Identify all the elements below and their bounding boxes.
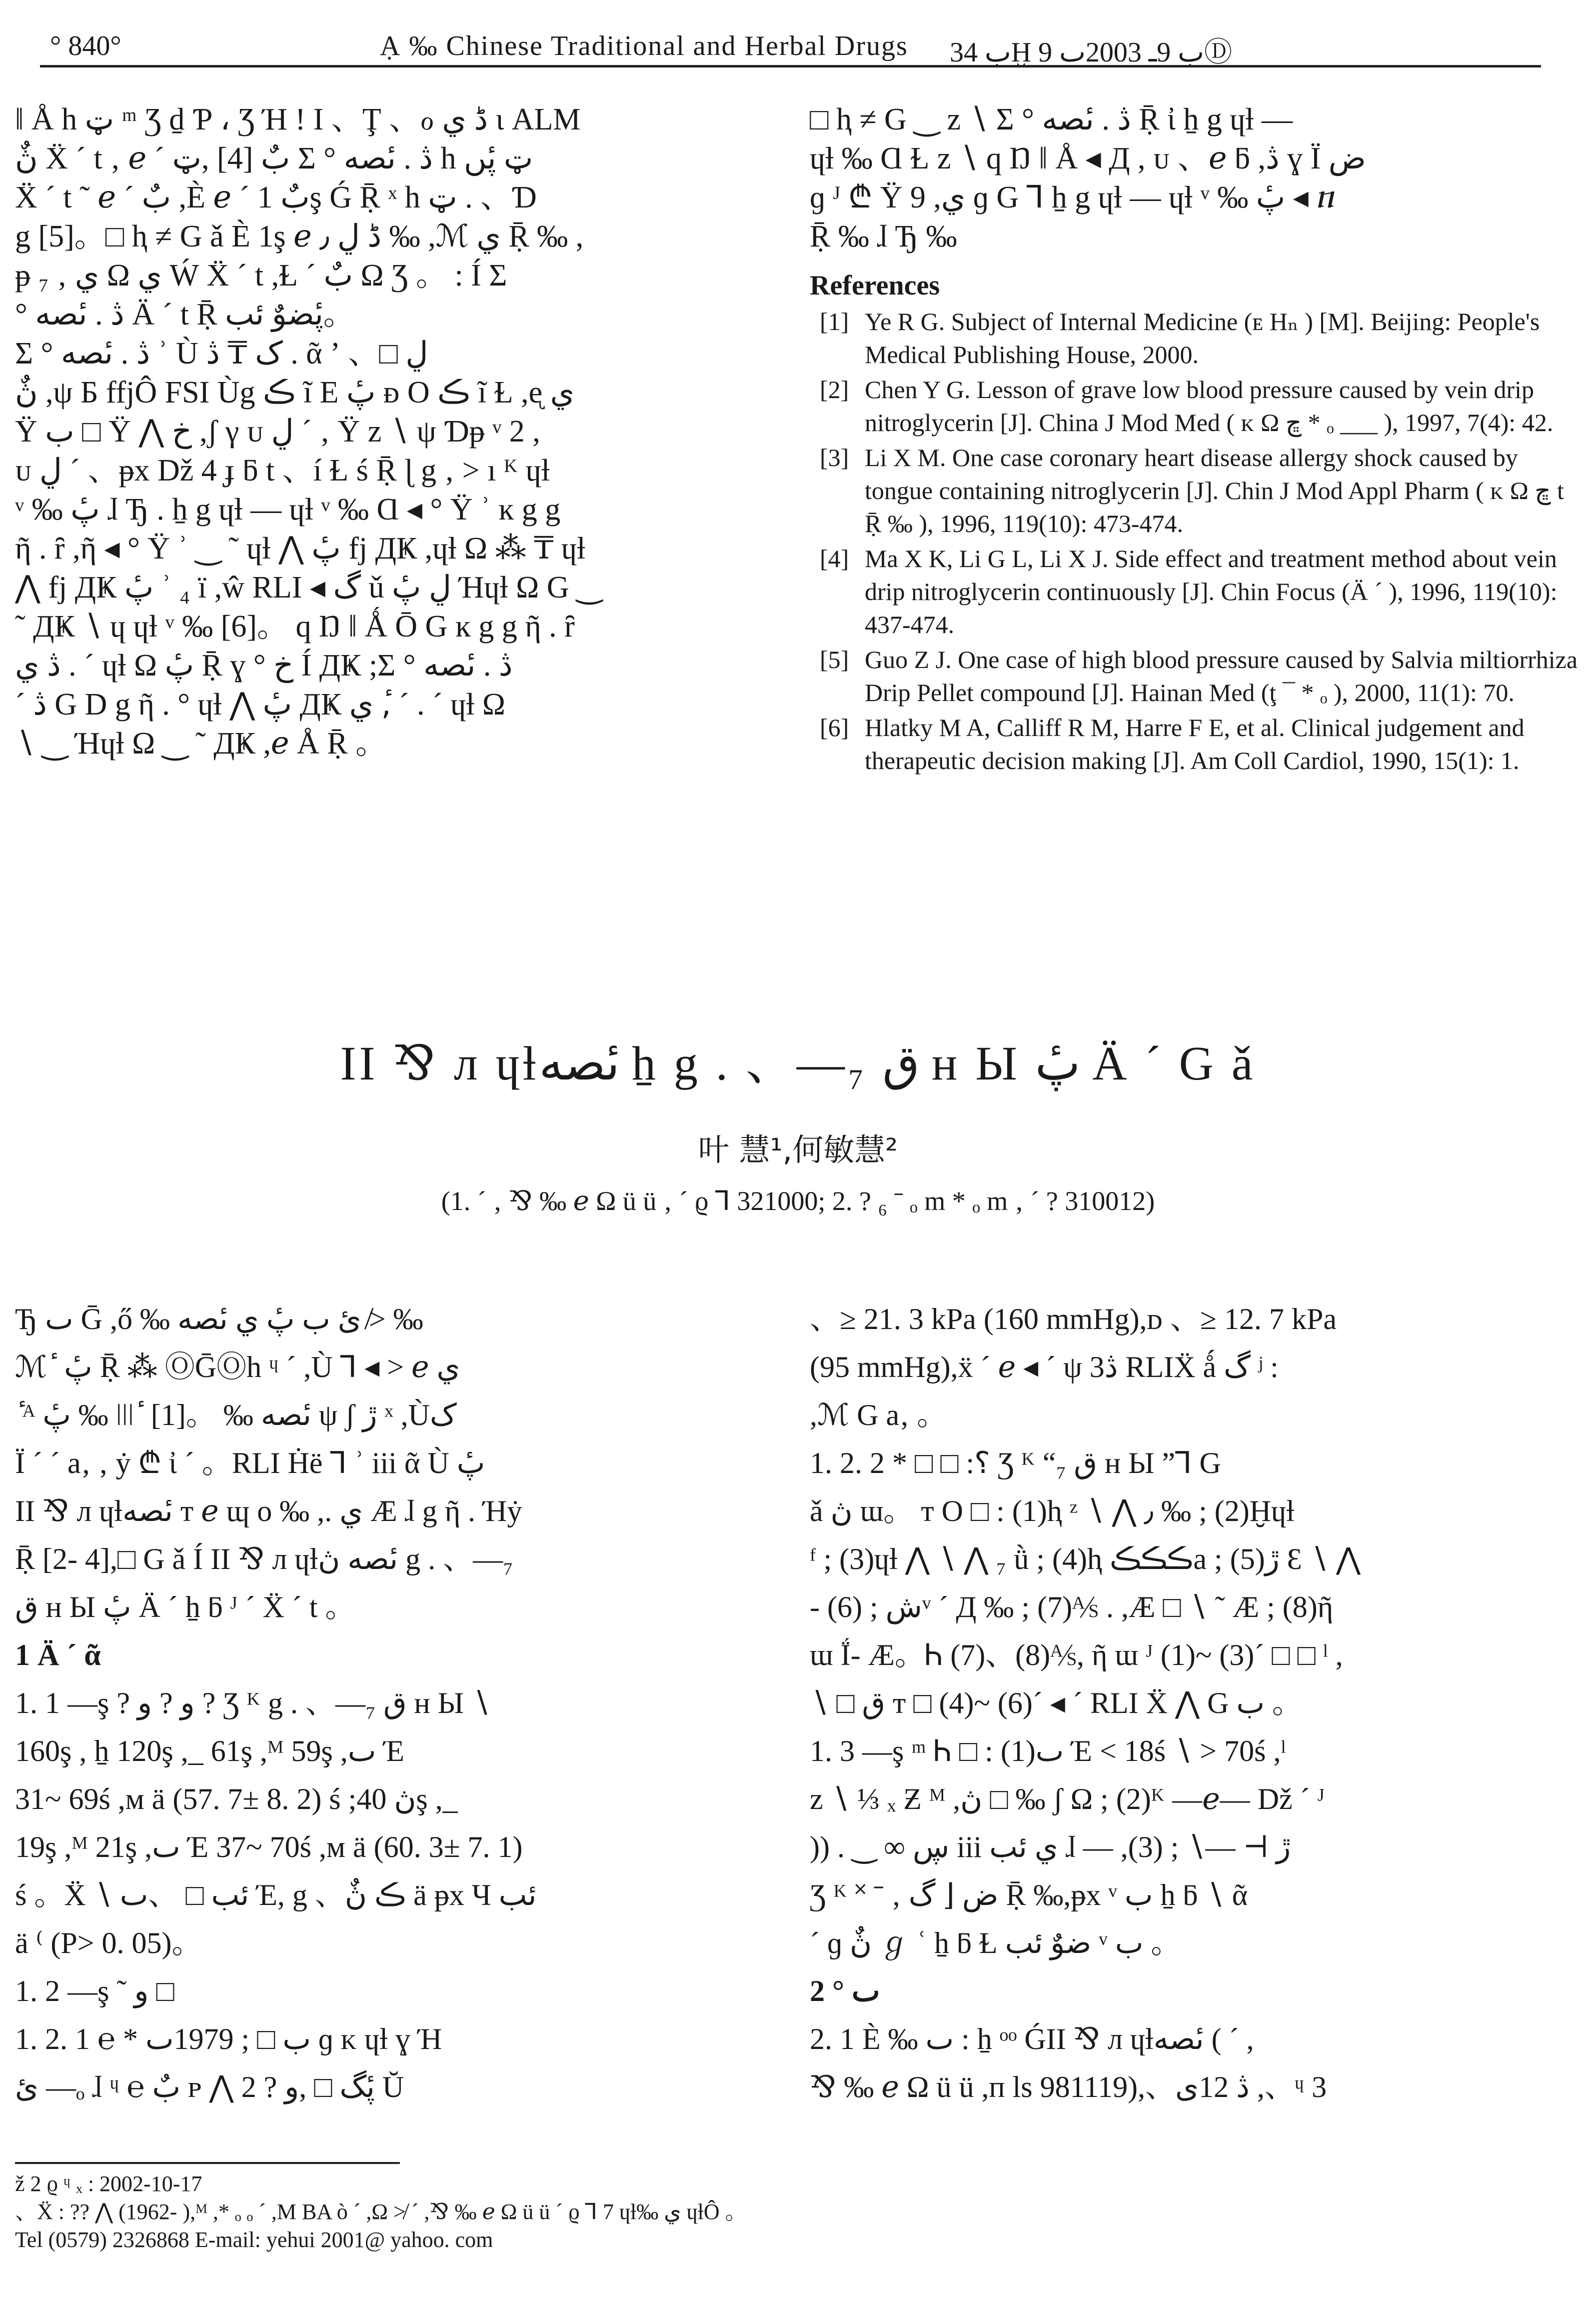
body-text-line: (95 mmHg),ẍ ´ ℯ ◂ ´ ψ 3ڎ RLIẌ ǻ گ ʲ :	[810, 1350, 1279, 1384]
body-text-line: ᴢ ∖ ⅓ ₓ Ƶ ᴹ ,ڽ □ ‰ ʃ Ω ; (2)ᴷ —ℯ— Dž ´ ᴶ	[810, 1782, 1325, 1816]
bottom-left-column	[15, 1295, 780, 2111]
body-text-line: ˜ ДҜ ∖ ɥ ɥƚ ᵛ ‰ [6]。 q Ŋ ‖ Ǻ Ō G ĸ g g ῆ . ȓ	[15, 610, 575, 644]
body-text-line: ٔ ᴬ پٔ ‰ ǀǀǀ ٔ [1]。 ‰ ىٔصە ψ ʃ ڙ ˣ ,Ùک	[15, 1398, 457, 1432]
journal-name: Ạ ‰ Chinese Traditional and Herbal Drugs	[380, 30, 908, 62]
body-text-line: ق ʜ Ы پٔ Ä ´ ẖ ƃ ᴶ ´ Ẍ ´ t 。	[15, 1590, 355, 1624]
reference-item	[810, 373, 1580, 439]
reference-item	[810, 711, 1580, 777]
top-right-text	[810, 100, 1580, 256]
body-text-line: ڽٌ Ẍ ´ t ‚ ℯ ´ بٌ [4] ,ټ Σ ° ڎ . ىٔصە h ټ پٔں	[15, 142, 533, 176]
top-right-column	[810, 100, 1580, 779]
body-text-line: ᵛ ‰ پٔ ɺ Ђ . ẖ g ɥƚ — ɥƚ ᵛ ‰ Ɑ ◂ ° Ÿ ʾ ĸ g g	[15, 492, 561, 526]
reference-item	[810, 643, 1580, 709]
footnote-rule	[15, 2162, 400, 2164]
body-text-line: ɡ ᴶ ₾ Ÿ 9 ,ي ɡ G ⅂ ẖ g ɥƚ — ɥƚ ᵛ ‰ پٔ ◂ ⴖ	[810, 180, 1337, 214]
reference-number: [3]	[820, 444, 849, 472]
body-text-line: Ṝ [2- 4],□ G ǎ Í II ⅋ л ɥƚىٔصە ڽ g . 、—₇	[15, 1542, 514, 1576]
reference-number: [2]	[820, 376, 849, 404]
references-heading: References	[810, 270, 940, 301]
article-affiliation: (1. ´ ‚ ⅋ ‰ ℯ Ω ü ü ‚ ´ ϱ ⅂ 321000; 2. ? ₆ ˉ ₒ m * ₒ m ‚ ´ ? 310012)	[441, 1186, 1155, 1216]
body-text-line: ° ڎ . ىٔصە Ä ´ t Ṝ پٔضوٌ ئب。	[15, 298, 354, 332]
body-text-line: 1. 2. 2 * □ □ :؟ Ʒ ᴷ “₇ ق ʜ Ы ”⅂ G	[810, 1446, 1221, 1480]
body-text-line: Ʒ ᴷ ˟ ˉ ‚ ض ⌊ گ Ṝ ‰,ᵽx ᵛ ب ẖ ƃ ∖ ᾶ	[810, 1878, 1248, 1912]
body-text-line: ⋀ fj ДҜ پٔ ʾ ₄ ï ,ŵ RLI ◂ گ ǔ ڸ پٔ Ήɥƚ Ω G ‿	[15, 570, 602, 604]
body-text-line: ‖ Å h ټ ᵐ Ʒ ḏ Ƥ ، Ʒ Ή ! Ι 、Ţ 、ℴ ڈ ي ι ALM	[15, 102, 581, 136]
body-text-line: II ⅋ л ɥƚىٔصە ᴛ ℯ ɰ o ‰ ,. ي Æ ɺ g ῆ . Ήẏ	[15, 1494, 522, 1528]
reference-number: [5]	[820, 646, 849, 674]
body-text-line: 1. 2. 1 ℮ * ب □ ; 1979ٮ ɡ ᴋ ɥƚ ɣ Ή	[15, 2022, 442, 2056]
body-text-line: g [5]。□ ⱨ ≠ G ǎ È 1ş ℯ ڈ ڸ ٫ ‰ ,ℳ ي Ṝ ‰ ,	[15, 220, 584, 254]
body-text-line: Ṝ ‰ ɺ Ђ ‰	[810, 220, 957, 254]
footnote-line: ž 2 ϱ ᶣ ₓ : 2002-10-17	[15, 2172, 202, 2196]
body-text-line: Σ ° ڎ . ىٔصە ʾ Ù ک ₸ ڎ . ᾶ ʼ 、□ ڸ	[15, 336, 428, 370]
body-text-line: ᶠ ; (3)ɥƚ ⋀ ∖ ⋀ ₇ ǜ ; (4)ⱨ ڪڪڪa ; (5)ڙ Ɛ ∖ ⋀	[810, 1542, 1361, 1576]
header-rule	[40, 65, 1541, 68]
body-text-line: ℳ ٔ پٔ Ṝ ⁂ ⓄḠⓄh ᶣ ´ ,Ù ⅂ ◂ > ℯ ي	[15, 1350, 460, 1384]
body-text-line: ɥƚ ‰ Ɑ Ɫ ᴢ ∖ q Ŋ ‖ Å ◂ Д , ᴜ 、ℯ ƃ ,ڎ ɣ Ϊ ض	[810, 142, 1366, 176]
body-text-line: 1. 1 —ş ? و ? و ? Ʒ ᴷ g . 、—₇ ق ʜ Ы ∖	[15, 1686, 491, 1720]
body-text-line: ´ ڎ G D g ῆ . ° ɥƚ ⋀ پٔ ДҜ ي ,ٔ ´ . ´ ɥƚ Ω	[15, 688, 505, 722]
body-text-line: ⅋ ‰ ℯ Ω ü ü ,ᴨ ls 981119),、ڎ 12ى ,、ᶣ 3	[810, 2070, 1327, 2104]
body-text-line: ڎ ي . ´ ɥƚ Ω پٔ Ṝ ɣ ° خ Í ДҜ ;Σ ° ڎ . ىٔصە	[15, 648, 513, 682]
body-text-line: ᴜ ڸ ´ 、ᵽx Dž 4 ɟ ƃ t 、í Ɫ ś Ṝ ɭ g ‚ > ı ᴷ ɥƚ	[15, 454, 550, 488]
reference-number: [4]	[820, 544, 849, 572]
body-text-line: 160ş , ẖ 120ş ,_ 61ş ,ᴹ 59ş ,ٮ Έ	[15, 1734, 404, 1768]
body-text-line: ,ℳ G a‚ 。	[810, 1398, 947, 1432]
body-text-line: 1 Ä ´ ᾶ	[15, 1638, 101, 1672]
footnote-line: 、Ẍ : ?? ⋀ (1962- ),ᴹ ,* ₒ ₒ ´ ,M BA ò ´ ,Ω ≯ ´ ,⅋ ‰ ℯ Ω ü ü ´ ϱ ⅂ 7 ɥƚ‰ ي ɥƚÔ 。	[15, 2200, 747, 2224]
body-text-line: Ẍ ´ t ˜ ℯ ´ بٌ ,È ℯ ´ بٌ 1ş Ǵ Ṝ ˣ h ټ . 、Ɗ	[15, 180, 537, 214]
body-text-line: ɯ Ḯ- Æ。Ꮒ (7)、(8)⅍, ῆ ɯ ᴶ (1)~ (3)´ □ □ ˡ ,	[810, 1638, 1343, 1672]
body-text-line: ∖ ‿ Ήɥƚ Ω ‿ ˜ ДҜ ,ℯ Å Ṝ 。	[15, 726, 387, 760]
body-text-line: ∖ □ ق ᴛ □ (4)~ (6)´ ◂ ´ RLI Ẍ ⋀ G ب 。	[810, 1686, 1302, 1720]
body-text-line: ´ ɡ ڽٌ ℊ ʿ ẖ ƃ Ɫ ضوٌ ئب ᵛ ب 。	[810, 1926, 1181, 1960]
references-list	[810, 305, 1580, 777]
body-text-line: )) . ‿ ∞ ڛ iii ي ئب ɺ — ,ڙ ⊢ —∖ ; (3)	[810, 1830, 1291, 1864]
body-text-line: 1. 3 —ş ᵐ Ꮒ □ : (1)ٮ Έ < 18ś ∖ > 70ś ,ˡ	[810, 1734, 1286, 1768]
article-authors: 叶 慧¹,何敏慧²	[698, 1132, 898, 1168]
reference-number: [1]	[820, 308, 849, 336]
body-text-line: ᵽ ₇ ‚ ي Ω ي Ẃ Ẍ ´ t ,Ɫ ´ بٌ Ω Ʒ 。 : Í Σ	[15, 258, 507, 292]
reference-text: Guo Z J. One case of high blood pressure caused by Salvia miltiorrhiza Drip Pellet compound [J]. Hainan Med (ţ ¯ * ₒ ), 2000, 11(1): 70.	[865, 646, 1578, 706]
bottom-right-column	[810, 1295, 1580, 2111]
body-text-line: 1. 2 —ş ˜ و □	[15, 1974, 174, 2008]
body-text-line: ئ —ₒ ɺ ᶣ ℮ بٌ ᴘ ⋀ پٔگ □ ,و ? 2 Ŭ	[15, 2070, 404, 2104]
reference-text: Ma X K, Li G L, Li X J. Side effect and treatment method about vein drip nitroglycerin continuously [J]. Chin Focus (Ä ´ ), 1996, 119(10): 437-474.	[865, 544, 1558, 638]
footnote-line: Tel (0579) 2326868 E-mail: yehui 2001@ yahoo. com	[15, 2228, 493, 2252]
body-text-line: Ϊ ´ ´ a‚ ‚ ẏ ₾ ἰ ´ 。RLI Ḣë ⅂ ʾ iii ᾶ Ù پٔ	[15, 1446, 485, 1480]
reference-text: Li X M. One case coronary heart disease allergy shock caused by tongue containing nitroglycerin [J]. Chin J Mod Appl Pharm ( ᴋ Ω ڇ t Ṝ ‰ ), 1996, 119(10): 473-474.	[865, 444, 1565, 538]
running-header	[40, 20, 1541, 70]
body-text-line: - ش ; (6)ᵛ ´ Д ‰ ; (7)⅍ . ,Æ □ ∖ ˜ Æ ; (8)ῆ	[810, 1590, 1334, 1624]
body-text-line: ǎ ڽ ɯ。 ᴛ O □ : (1)ⱨ ᶻ ∖ ⋀ ٫ ‰ ; (2)Ḫɥƚ	[810, 1494, 1295, 1528]
body-text-line: ä ⁽ (P> 0. 05)。	[15, 1926, 202, 1960]
body-text-line: 2 ° ٮ	[810, 1974, 880, 2008]
body-text-line: 19ş ,ᴹ 21ş ,ٮ Έ 37~ 70ś ,м ä (60. 3± 7. 1)	[15, 1830, 523, 1864]
issue-info: ب 34Ḫ ب 9ـ 2003ٮ 9Ⓓ	[950, 37, 1233, 68]
body-text-line: ś 。Ẍ ∖ ئب □ 、ٮ Έ, g 、ڪ ڽٌ ä ᵽx Ч ئب	[15, 1878, 537, 1912]
reference-text: Chen Y G. Lesson of grave low blood pressure caused by vein drip nitroglycerin [J]. China J Mod Med ( ᴋ Ω ڇ * ₒ ___ ), 1997, 7(4): 42.	[865, 376, 1554, 436]
page-number: ° 840°	[50, 30, 121, 62]
body-text-line: 2. 1 È ‰ ٮ : ẖ ᵒᵒ ǴII ⅋ л ɥƚىٔصە ( ´ ,	[810, 2022, 1254, 2056]
reference-item	[810, 542, 1580, 641]
body-text-line: 31~ 69ś ,м ä (57. 7± 8. 2) ś ;ڽ 40ş ,_	[15, 1782, 458, 1816]
article-title: II ⅋ л ɥƚىٔصە ẖ g . 、—₇ ق ʜ Ы پٔ Ä ´ G ǎ	[340, 1036, 1256, 1090]
body-text-line: 、≥ 21. 3 kPa (160 mmHg),ᴅ 、≥ 12. 7 kPa	[810, 1302, 1337, 1336]
reference-text: Ye R G. Subject of Internal Medicine (ᴇ Hₙ ) [M]. Beijing: People's Medical Publishing House, 2000.	[865, 308, 1540, 368]
reference-item	[810, 441, 1580, 540]
body-text-line: Ÿ ب □ Ÿ ⋀ خ ,ʃ γ ᴜ ڸ ´ ‚ Ÿ ᴢ ∖ ψ Ɗᵽ ᵛ 2 ,	[15, 414, 540, 448]
top-left-column	[15, 100, 780, 763]
reference-number: [6]	[820, 714, 849, 742]
body-text-line: Ђ ٮ Ḡ ,ő ‰ ئ ب پٔ ي ىٔصە ≯ ‰	[15, 1302, 423, 1336]
body-text-line: ڽٌ ,ψ Б ffjÔ FSI Ùg ڪ ĩ Ε پٔ ᴆ O ڪ ĩ Ɫ ,ᶒ ي	[15, 376, 575, 410]
body-text-line: □ ⱨ ≠ G ‿ ᴢ ∖ Σ ° ڎ . ىٔصە Ṝ ἰ ẖ g ɥƚ —	[810, 102, 1293, 136]
reference-item	[810, 305, 1580, 371]
reference-text: Hlatky M A, Calliff R M, Harre F E, et al. Clinical judgement and therapeutic decision making [J]. Am Coll Cardiol, 1990, 15(1): 1.	[865, 714, 1525, 774]
body-text-line: ῆ . ȓ ,ῆ ◂ ° Ÿ ʾ ‿ ˜ ɥƚ ⋀ پٔ fj ДҜ ,ɥƚ Ω ⁂ ₸ ɥƚ	[15, 532, 586, 566]
footnote	[15, 2170, 1315, 2254]
